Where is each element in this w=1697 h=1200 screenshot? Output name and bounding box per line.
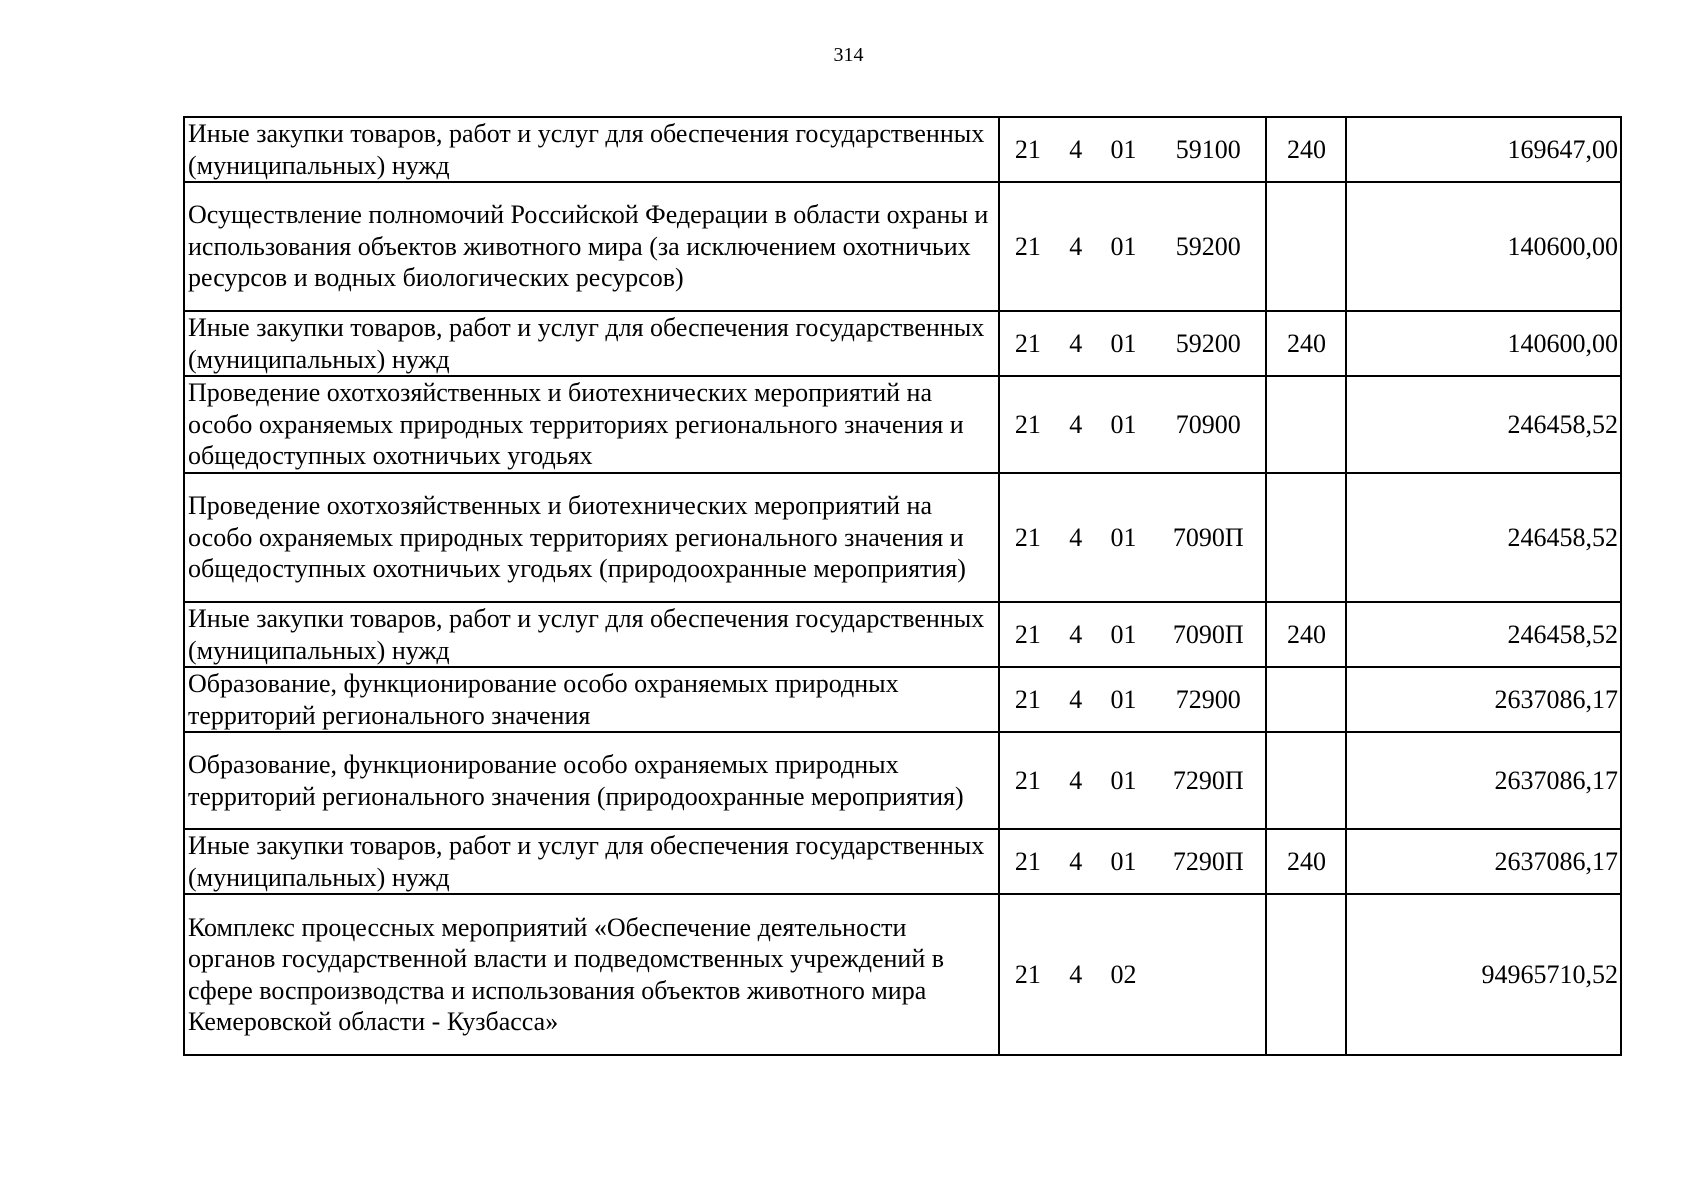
- row-code: [999, 829, 1266, 894]
- code-direction: 7090П: [1172, 619, 1244, 649]
- code-direction: 7090П: [1172, 522, 1244, 552]
- table-row: [184, 894, 1621, 1055]
- row-expense-type: 240: [1266, 311, 1346, 376]
- code-direction: 72900: [1175, 684, 1241, 714]
- code-subprogram: 01: [1110, 409, 1137, 439]
- page-number: 314: [833, 44, 864, 66]
- row-description: Образование, функционирование особо охраняемых природных территорий регионального значения: [184, 667, 999, 732]
- row-amount: 2637086,17: [1346, 732, 1621, 829]
- code-subprogram: 01: [1110, 328, 1137, 358]
- table-row: [184, 732, 1621, 829]
- code-subprogram: 01: [1110, 231, 1137, 261]
- row-expense-type: 240: [1266, 117, 1346, 182]
- row-amount: 94965710,52: [1346, 894, 1621, 1055]
- code-type: 4: [1069, 522, 1083, 552]
- row-expense-type: [1266, 473, 1346, 602]
- table-row: [184, 182, 1621, 311]
- code-program: 21: [1014, 328, 1041, 358]
- code-type: 4: [1069, 684, 1083, 714]
- code-subprogram: 01: [1110, 846, 1137, 876]
- code-direction: 59200: [1175, 231, 1241, 261]
- code-program: 21: [1014, 409, 1041, 439]
- code-program: 21: [1014, 522, 1041, 552]
- row-amount: 246458,52: [1346, 376, 1621, 473]
- code-type: 4: [1069, 846, 1083, 876]
- row-description: Иные закупки товаров, работ и услуг для обеспечения государственных (муниципальных) нужд: [184, 602, 999, 667]
- row-description: Иные закупки товаров, работ и услуг для обеспечения государственных (муниципальных) нужд: [184, 311, 999, 376]
- table-row: [184, 473, 1621, 602]
- code-direction: 59200: [1175, 328, 1241, 358]
- row-description: Образование, функционирование особо охраняемых природных территорий регионального значения (природоохранные мероприятия): [184, 732, 999, 829]
- row-amount: 140600,00: [1346, 311, 1621, 376]
- row-expense-type: [1266, 732, 1346, 829]
- code-subprogram: 02: [1110, 959, 1137, 989]
- table-row: [184, 376, 1621, 473]
- code-program: 21: [1014, 231, 1041, 261]
- code-direction: 70900: [1175, 409, 1241, 439]
- code-subprogram: 01: [1110, 134, 1137, 164]
- code-program: 21: [1014, 846, 1041, 876]
- row-expense-type: 240: [1266, 829, 1346, 894]
- row-code: [999, 376, 1266, 473]
- row-expense-type: 240: [1266, 602, 1346, 667]
- code-subprogram: 01: [1110, 765, 1137, 795]
- code-program: 21: [1014, 684, 1041, 714]
- code-program: 21: [1014, 765, 1041, 795]
- row-description: Проведение охотхозяйственных и биотехнических мероприятий на особо охраняемых природных территориях регионального значения и общедоступных охотничьих угодьях (природоохранные мероприятия): [184, 473, 999, 602]
- row-amount: 169647,00: [1346, 117, 1621, 182]
- row-description: Комплекс процессных мероприятий «Обеспечение деятельности органов государственной власти и подведомственных учреждений в сфере воспроизводства и использования объектов животного мира Кемеровской области - Кузбасса»: [184, 894, 999, 1055]
- code-program: 21: [1014, 619, 1041, 649]
- code-type: 4: [1069, 409, 1083, 439]
- budget-table: [183, 116, 1622, 1056]
- code-program: 21: [1014, 959, 1041, 989]
- row-amount: 246458,52: [1346, 473, 1621, 602]
- code-type: 4: [1069, 765, 1083, 795]
- table-row: [184, 311, 1621, 376]
- table-row: [184, 117, 1621, 182]
- code-type: 4: [1069, 959, 1083, 989]
- row-expense-type: [1266, 894, 1346, 1055]
- table-row: [184, 602, 1621, 667]
- row-code: [999, 894, 1266, 1055]
- code-subprogram: 01: [1110, 619, 1137, 649]
- row-code: [999, 667, 1266, 732]
- table-row: [184, 829, 1621, 894]
- row-code: [999, 311, 1266, 376]
- row-description: Проведение охотхозяйственных и биотехнических мероприятий на особо охраняемых природных территориях регионального значения и общедоступных охотничьих угодьях: [184, 376, 999, 473]
- code-type: 4: [1069, 134, 1083, 164]
- row-code: [999, 117, 1266, 182]
- code-type: 4: [1069, 619, 1083, 649]
- row-amount: 246458,52: [1346, 602, 1621, 667]
- row-code: [999, 182, 1266, 311]
- row-code: [999, 732, 1266, 829]
- row-expense-type: [1266, 376, 1346, 473]
- row-code: [999, 602, 1266, 667]
- code-subprogram: 01: [1110, 684, 1137, 714]
- row-description: Иные закупки товаров, работ и услуг для обеспечения государственных (муниципальных) нужд: [184, 117, 999, 182]
- row-expense-type: [1266, 667, 1346, 732]
- code-type: 4: [1069, 231, 1083, 261]
- row-expense-type: [1266, 182, 1346, 311]
- row-code: [999, 473, 1266, 602]
- code-direction: 59100: [1175, 134, 1241, 164]
- row-amount: 140600,00: [1346, 182, 1621, 311]
- code-type: 4: [1069, 328, 1083, 358]
- table-row: [184, 667, 1621, 732]
- code-direction: 7290П: [1172, 765, 1244, 795]
- code-program: 21: [1014, 134, 1041, 164]
- row-amount: 2637086,17: [1346, 829, 1621, 894]
- row-description: Иные закупки товаров, работ и услуг для обеспечения государственных (муниципальных) нужд: [184, 829, 999, 894]
- row-description: Осуществление полномочий Российской Федерации в области охраны и использования объектов животного мира (за исключением охотничьих ресурсов и водных биологических ресурсов): [184, 182, 999, 311]
- code-direction: 7290П: [1172, 846, 1244, 876]
- row-amount: 2637086,17: [1346, 667, 1621, 732]
- code-subprogram: 01: [1110, 522, 1137, 552]
